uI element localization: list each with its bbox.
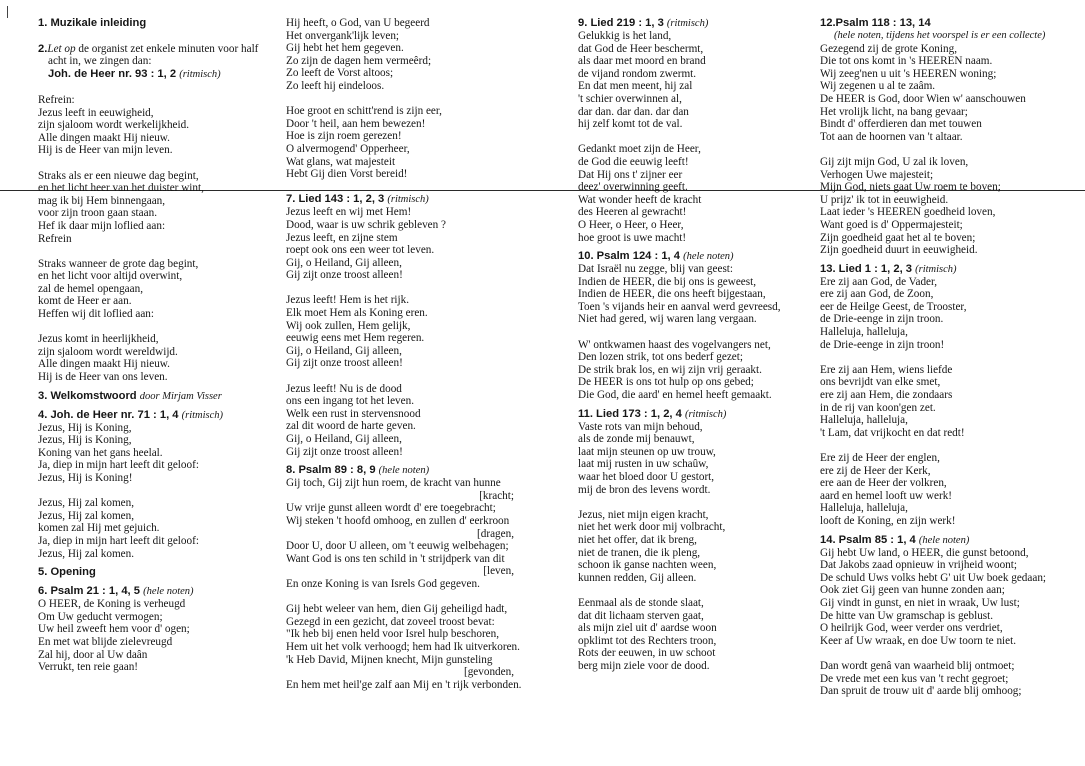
verse-block: [38, 333, 288, 383]
verse-block: [286, 17, 536, 93]
verse-line: Zal hij, door al Uw daân: [38, 648, 148, 661]
verse-line: de Drie-eenge in zijn troon.: [820, 313, 944, 326]
section-title: 14. Psalm 85 : 1, 4: [820, 533, 919, 546]
verse-line: Zijn goedheid gaat het al te boven;: [820, 231, 976, 244]
verse-line: Jezus, Hij is Koning,: [38, 434, 132, 447]
verse-line: Om Uw geducht vermogen;: [38, 610, 163, 623]
verse-line: zal dit woord de harte geven.: [286, 420, 416, 433]
section-title: 13. Lied 1 : 1, 2, 3: [820, 262, 916, 275]
verse-line: Wij steken 't hoofd omhoog, en zullen d' eerkroon: [286, 514, 510, 527]
verse-line: Zijn goedheid duurt in eeuwigheid.: [820, 244, 978, 257]
verse-line: De vrede met een kus van 't recht gegroet;: [820, 672, 1009, 685]
section-title: 6. Psalm 21 : 1, 4, 5: [38, 585, 144, 598]
verse-line: als de zonde mij benauwt,: [578, 433, 695, 446]
verse-line: U prijz' ik tot in eeuwigheid.: [820, 193, 949, 206]
verse-block: [286, 105, 536, 181]
verse-line: en het licht heer van het duister wint,: [38, 182, 204, 195]
section-note: (hele noten): [378, 465, 430, 477]
verse-line: laat mij rusten in uw schaûw,: [578, 458, 709, 471]
verse-line: 't schier overwinnen al,: [578, 92, 682, 105]
section-title: 9. Lied 219 : 1, 3: [578, 17, 667, 29]
song-title: Joh. de Heer nr. 93 : 1, 2: [48, 67, 180, 80]
verse-line: En hem met heil'ge zalf aan Mij en 't rijk verbonden.: [286, 678, 522, 691]
verse-line: O HEER, de Koning is verheugd: [38, 598, 186, 611]
verse-line: Dan spruit de trouw uit d' aarde blij omhoog;: [820, 685, 1022, 698]
verse-line: Straks wanneer de grote dag begint,: [38, 257, 199, 270]
verse-line: Gij hebt Uw land, o HEER, die gunst betoond,: [820, 546, 1029, 559]
verse-line: Jezus leeft, en zijne stem: [286, 231, 398, 244]
verse-line: eer de Heilge Geest, de Trooster,: [820, 300, 967, 313]
verse-line: Koning van het gans heelal.: [38, 446, 163, 459]
song-heading: [48, 68, 288, 82]
verse-line: Dat Hij ons t' zijner eer: [578, 168, 683, 181]
verse-line: Verrukt, ten reie gaan!: [38, 661, 139, 674]
verse-line: Straks als er een nieuwe dag begint,: [38, 169, 199, 182]
verse-line: Refrein: [38, 232, 72, 245]
verse-line-continued: [dragen,: [477, 527, 514, 540]
verse-line: Hoe is zijn roem gerezen!: [286, 130, 402, 143]
verse-line: Jezus leeft! Nu is de dood: [286, 382, 402, 395]
verse-line: Gezegd in een gezicht, dat zoveel troost bevat:: [286, 615, 495, 628]
verse-line: Mijn God, niets gaat Uw roem te boven;: [820, 181, 1001, 194]
verse-block: [820, 452, 1070, 528]
verse-line: Gij zijt mijn God, U zal ik loven,: [820, 155, 969, 168]
verse-line-continued: [gevonden,: [463, 666, 514, 679]
verse-line: komt de Heer er aan.: [38, 295, 132, 308]
verse-line: Gelukkig is het land,: [578, 30, 672, 42]
verse-line: De HEER is ons tot hulp op ons gebed;: [578, 376, 754, 389]
verse-line: kunnen redden, Gij alleen.: [578, 571, 697, 584]
section-note: (ritmisch): [666, 18, 709, 29]
verse-line: Ook ziet Gij geen van hunne zonden aan;: [820, 584, 1005, 597]
verse-line: Die tot ons komt in 's HEEREN naam.: [820, 55, 993, 68]
verse-line: Eenmaal als de stonde slaat,: [578, 596, 704, 609]
verse-line: mij de bron des levens wordt.: [578, 483, 711, 496]
verse-line: Zo leeft de Vorst altoos;: [286, 67, 394, 80]
verse-block: [820, 547, 1070, 648]
verse-line: Ere zij aan God, de Vader,: [820, 275, 938, 288]
verse-line: Hij heeft, o God, van U begeerd: [286, 17, 430, 29]
verse-line: Hoe groot en schitt'rend is zijn eer,: [286, 105, 442, 118]
verse-block: [578, 143, 828, 244]
section-heading: 12.Psalm 118 : 13, 14: [820, 17, 931, 29]
verse-line: ere zij de Heer der Kerk,: [820, 464, 931, 477]
song-note: (ritmisch): [179, 68, 221, 80]
section-heading: [578, 250, 828, 263]
verse-line: komen zal Hij met gejuich.: [38, 522, 160, 535]
verse-line: 't Lam, dat vrijkocht en dat redt!: [820, 426, 965, 439]
verse-line: eeuwig eens met Hem regeren.: [286, 332, 425, 345]
verse-block: [38, 94, 288, 157]
verse-line: de vijand rondom zwermt.: [578, 67, 697, 80]
verse-line: Wij ook zullen, Hem gelijk,: [286, 319, 411, 332]
verse-block: [820, 364, 1070, 440]
verse-line: Jezus leeft! Hem is het rijk.: [286, 294, 410, 307]
verse-line: "Ik heb bij enen held voor Isrel hulp beschoren,: [286, 628, 500, 641]
verse-line: Toen 's vijands heir en aanval werd gevreesd,: [578, 300, 781, 313]
verse-line: Den lozen strik, tot ons bederf gezet;: [578, 351, 743, 364]
verse-line: Door U, door U alleen, om 't eeuwig welbehagen;: [286, 540, 509, 553]
verse-line: hij zelf komt tot de val.: [578, 118, 683, 131]
verse-line: schoon ik ganse nachten ween,: [578, 559, 717, 572]
verse-line: Verhogen Uwe majesteit;: [820, 168, 934, 181]
verse-line: Wat wonder heeft de kracht: [578, 193, 702, 206]
corner-mark: [7, 6, 8, 18]
section-heading: [38, 390, 288, 403]
section-note: (ritmisch): [915, 263, 957, 275]
verse-block: [578, 509, 828, 585]
verse-line: O heilrijk God, weer verder ons verdriet,: [820, 622, 1003, 635]
verse-line: Jezus, Hij zal komen,: [38, 497, 135, 510]
verse-line: Hef ik daar mijn loflied aan:: [38, 219, 166, 232]
verse-line: Heffen wij dit loflied aan:: [38, 308, 154, 321]
verse-line: ere zij aan God, de Zoon,: [820, 288, 934, 301]
verse-line: Tot aan de hoornen van 't altaar.: [820, 130, 963, 143]
verse-line: O alvermogend' Opperheer,: [286, 142, 410, 155]
verse-line: Gij zijt onze troost alleen!: [286, 269, 403, 282]
verse-line: Ja, diep in mijn hart leeft dit geloof:: [38, 534, 199, 547]
verse-block: [820, 276, 1070, 352]
verse-line: Dood, waar is uw schrik gebleven ?: [286, 218, 446, 231]
verse-line: 'k Heb David, Mijnen knecht, Mijn gunsteling: [286, 653, 493, 666]
verse-line: hoe groot is uwe macht!: [578, 231, 687, 244]
verse-line: ere aan de Heer der volkren,: [820, 477, 947, 490]
verse-line: Wat glans, wat majesteit: [286, 155, 396, 168]
verse-block: [578, 30, 828, 131]
section-note: door Mirjam Visser: [139, 390, 222, 402]
verse-line: Uw vrije gunst alleen wordt d' ere toegebracht;: [286, 502, 496, 515]
verse-line: Het onvergank'lijk leven;: [286, 29, 400, 42]
verse-line: de God die eeuwig leeft!: [578, 155, 689, 168]
verse-line: Jezus, Hij zal komen,: [38, 509, 135, 522]
column-4: [820, 17, 1070, 698]
verse-block: [578, 597, 828, 673]
verse-line: Halleluja, halleluja,: [820, 326, 908, 339]
verse-line: roept ook ons een weer tot leven.: [286, 244, 435, 257]
verse-line: des Heeren al gewracht!: [578, 206, 687, 219]
verse-line: Dan wordt genâ van waarheid blij ontmoet;: [820, 659, 1015, 672]
verse-line: Die God, die aard' en hemel heeft gemaakt.: [578, 389, 772, 402]
verse-line: De strik brak los, en wij zijn vrij geraakt.: [578, 363, 762, 376]
section-title: 10. Psalm 124 : 1, 4: [578, 250, 684, 263]
verse-line: Gij hebt het hem gegeven.: [286, 42, 404, 55]
section-subnote: (hele noten, tijdens het voorspel is er een collecte): [834, 30, 1046, 41]
verse-block: [286, 206, 536, 282]
verse-line: Uw heil zweeft hem voor d' ogen;: [38, 623, 190, 636]
verse-line: laat mijn steunen op uw trouw,: [578, 445, 716, 458]
verse-line: De HEER is God, door Wien w' aanschouwen: [820, 92, 1026, 105]
verse-line: Het vrolijk licht, na bang gevaar;: [820, 105, 968, 118]
verse-line: Gij vindt in gunst, en niet in wraak, Uw lust;: [820, 596, 1020, 609]
verse-line: als daar met moord en brand: [578, 55, 706, 68]
verse-line: in de rij van koon'gen zet.: [820, 401, 936, 414]
verse-line: En dat men meent, hij zal: [578, 80, 693, 93]
verse-line: Jezus leeft en wij met Hem!: [286, 206, 412, 219]
verse-line: Door 't heil, aan hem bewezen!: [286, 117, 426, 130]
section-note: (ritmisch): [684, 408, 727, 420]
verse-line: Indien de HEER, die ons heeft bijgestaan,: [578, 288, 766, 301]
verse-line: Jezus, Hij is Koning!: [38, 472, 133, 484]
verse-line-continued: [kracht;: [479, 489, 514, 502]
section-note: (hele noten): [918, 534, 970, 546]
verse-line: O Heer, o Heer, o Heer,: [578, 218, 684, 231]
verse-line: Bindt d' offerdieren dan met touwen: [820, 118, 982, 131]
verse-line: Hebt Gij dien Vorst bereid!: [286, 168, 408, 181]
section-note: (hele noten): [143, 586, 194, 598]
verse-line: de Drie-eenge in zijn troon!: [820, 338, 945, 351]
verse-line: Jezus, Hij is Koning,: [38, 421, 132, 434]
verse-line: Dat Israël nu zegge, blij van geest:: [578, 263, 734, 276]
verse-line: Gezegend zij de grote Koning,: [820, 42, 957, 55]
verse-line: En met wat blijde zielevreugd: [38, 635, 173, 648]
verse-block: [578, 421, 828, 497]
verse-line: Ere zij de Heer der englen,: [820, 452, 940, 464]
verse-line: Alle dingen maakt Hij nieuw.: [38, 358, 170, 371]
verse-block: [38, 170, 288, 246]
section-title: 3. Welkomstwoord: [38, 389, 140, 402]
verse-line: als mijn ziel uit d' aardse woon: [578, 622, 717, 635]
verse-block: [578, 263, 828, 326]
section-number: 2.: [38, 42, 48, 55]
verse-block: [286, 383, 536, 459]
verse-line: niet de tranen, die ik pleng,: [578, 546, 701, 559]
section-title: 8. Psalm 89 : 8, 9: [286, 464, 379, 477]
verse-line: De schuld Uws volks hebt G' uit Uw boek gedaan;: [820, 571, 1047, 584]
verse-block: [286, 294, 536, 370]
section-note: (ritmisch): [181, 409, 224, 421]
verse-line: Hem uit het volk verhoogd; hem had Ik uitverkoren.: [286, 640, 520, 653]
verse-line: ons bevrijdt van elke smet,: [820, 376, 941, 389]
verse-line: Jezus leeft in eeuwigheid,: [38, 106, 154, 119]
verse-line: Wij zeeg'nen u uit 's HEEREN woning;: [820, 67, 997, 80]
verse-block: [38, 258, 288, 321]
verse-line: Niet had gered, wij waren lang vergaan.: [578, 313, 757, 326]
verse-line: Halleluja, halleluja,: [820, 414, 908, 427]
verse-line: Gedankt moet zijn de Heer,: [578, 143, 701, 156]
verse-line: Gij zijt onze troost alleen!: [286, 445, 403, 458]
section-heading: [578, 408, 828, 421]
verse-line: Gij, o Heiland, Gij alleen,: [286, 344, 402, 357]
verse-line: Refrein:: [38, 93, 75, 106]
verse-block: [38, 422, 288, 485]
verse-line: niet het offer, dat ik breng,: [578, 533, 697, 546]
instruction-note: Let op: [47, 42, 76, 55]
verse-line: En onze Koning is van Isrels God gegeven.: [286, 577, 480, 590]
verse-line: Zo leeft hij eindeloos.: [286, 79, 385, 92]
column-3: [578, 17, 828, 673]
verse-line: Welk een rust in stervensnood: [286, 407, 421, 420]
verse-line: Hij is de Heer van ons leven.: [38, 371, 168, 384]
verse-line: berg mijn ziele voor de dood.: [578, 659, 710, 672]
section-note: (ritmisch): [387, 194, 429, 206]
section-heading: [286, 464, 536, 477]
section-heading: 1. Muzikale inleiding: [38, 17, 147, 29]
verse-line: dar dan. dar dan. dar dan: [578, 105, 689, 118]
section-heading: [38, 585, 288, 598]
section-heading: [578, 17, 828, 30]
verse-line: opklimt tot des Rechters troon,: [578, 634, 717, 647]
verse-line: Elk moet Hem als Koning eren.: [286, 307, 428, 320]
verse-line: De hitte van Uw gramschap is geblust.: [820, 609, 994, 622]
verse-block: [38, 497, 288, 560]
instruction-continued: acht in, we zingen dan:: [48, 55, 152, 68]
verse-line: Zo zijn de dagen hem vermeêrd;: [286, 54, 432, 67]
verse-line: zijn sjaloom wordt werkelijkheid.: [38, 119, 189, 132]
verse-block: [820, 156, 1070, 257]
verse-block: [820, 43, 1070, 144]
verse-line: dat dit lichaam sterven gaat,: [578, 609, 704, 622]
verse-line: mag ik bij Hem binnengaan,: [38, 194, 166, 207]
verse-line: Gij hebt weleer van hem, dien Gij geheiligd hadt,: [286, 603, 508, 616]
verse-line: Jezus, Hij zal komen.: [38, 547, 135, 560]
section-heading: [286, 193, 536, 206]
verse-line: Jezus, niet mijn eigen kracht,: [578, 508, 709, 521]
section-heading: [820, 263, 1070, 276]
column-1: [38, 17, 288, 674]
verse-line: Ere zij aan Hem, wiens liefde: [820, 363, 953, 376]
verse-line: Halleluja, halleluja,: [820, 502, 908, 515]
verse-line: Vaste rots van mijn behoud,: [578, 420, 703, 433]
section-title: 11. Lied 173 : 1, 2, 4: [578, 407, 685, 420]
verse-line: Want God is ons ten schild in 't strijdperk van dit: [286, 552, 505, 565]
verse-line: voor zijn troon gaan staan.: [38, 207, 157, 220]
verse-line: Keer af Uw wraak, en doe Uw toorn te niet.: [820, 634, 1017, 647]
verse-line: deez' overwinning geeft.: [578, 181, 688, 194]
verse-line: Want goed is d' Oppermajesteit;: [820, 218, 963, 231]
verse-line: aard en hemel looft uw werk!: [820, 489, 953, 502]
verse-line: zijn sjaloom wordt wereldwijd.: [38, 345, 178, 358]
verse-line: Ja, diep in mijn hart leeft dit geloof:: [38, 459, 199, 472]
verse-line: Wij zegenen u al te zaâm.: [820, 80, 936, 93]
verse-line: looft de Koning, en zijn werk!: [820, 514, 956, 527]
section-note: (hele noten): [683, 251, 734, 263]
verse-line: niet het werk door mij volbracht,: [578, 521, 726, 534]
section-title: 7. Lied 143 : 1, 2, 3: [286, 193, 388, 206]
verse-line: ons een ingang tot het leven.: [286, 395, 415, 408]
verse-line: Rots der eeuwen, in uw schoot: [578, 647, 716, 660]
section-heading: 5. Opening: [38, 566, 96, 579]
verse-line: W' ontkwamen haast des vogelvangers net,: [578, 338, 771, 351]
verse-block: [38, 598, 288, 674]
section-heading: [820, 534, 1070, 547]
verse-line: Indien de HEER, die bij ons is geweest,: [578, 275, 757, 288]
verse-line: Laat ieder 's HEEREN goedheid loven,: [820, 206, 996, 219]
verse-line-continued: [leven,: [483, 565, 514, 578]
verse-line: Dat Jakobs zaad opnieuw in vrijheid woont;: [820, 559, 1017, 572]
column-2: [286, 17, 536, 691]
instruction-body: de organist zet enkele minuten voor half: [75, 42, 259, 55]
verse-block: [820, 660, 1070, 698]
section-heading: [38, 409, 288, 422]
verse-line: Jezus komt in heerlijkheid,: [38, 333, 159, 346]
verse-line: Gij zijt onze troost alleen!: [286, 357, 403, 370]
verse-line: waar het bloed door U gestort,: [578, 471, 715, 483]
verse-line: ere zij aan Hem, die zondaars: [820, 389, 953, 402]
verse-line: Gij, o Heiland, Gij alleen,: [286, 433, 402, 445]
verse-line: zal de hemel opengaan,: [38, 282, 143, 295]
section-title: 4. Joh. de Heer nr. 71 : 1, 4: [38, 408, 182, 421]
verse-block: [578, 339, 828, 402]
verse-line: en het licht voor altijd overwint,: [38, 270, 183, 283]
verse-line: Gij toch, Gij zijt hun roem, de kracht van hunne: [286, 477, 501, 490]
instruction-text: [38, 43, 288, 56]
verse-line: dat God de Heer beschermt,: [578, 42, 704, 55]
verse-line: Gij, o Heiland, Gij alleen,: [286, 256, 402, 269]
verse-line: Alle dingen maakt Hij nieuw.: [38, 131, 170, 144]
verse-line: Hij is de Heer van mijn leven.: [38, 144, 173, 157]
